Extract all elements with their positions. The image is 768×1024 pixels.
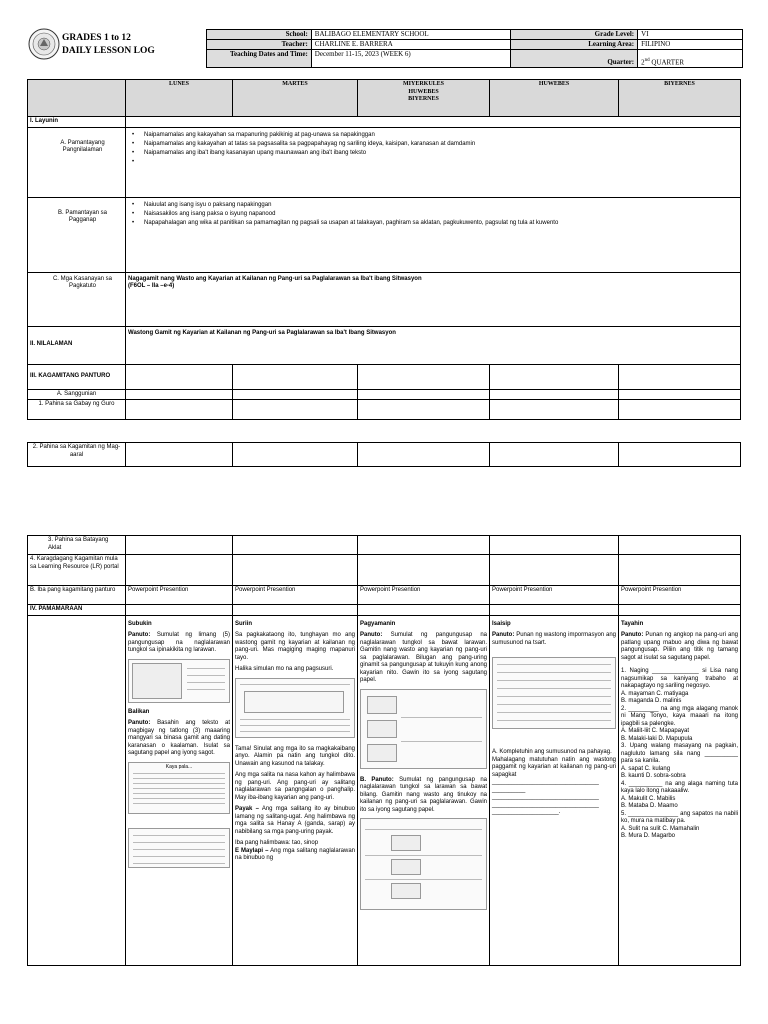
iba-pang-lunes: Powerpoint Presention (126, 586, 233, 605)
row-layunin: I. Layunin (28, 117, 126, 128)
row-kagamitang-panturo: III. KAGAMITANG PANTURO (28, 364, 126, 389)
area-label: Learning Area: (511, 40, 638, 50)
pangnilalaman-list (128, 131, 738, 158)
pagyamanin-heading: Pagyamanin (360, 620, 396, 627)
row-kagamitan-mag-aaral: 2. Pahina sa Kagamitan ng Mag-aaral (28, 443, 126, 467)
header-info-table (206, 29, 743, 68)
tayahin-item: 2. _________ na ang mga alagang manok ni Mang Tonyo, kaya maaari na itong ipagbili sa palengke. (621, 705, 738, 727)
day-header-huwebes: HUWEBES (490, 80, 619, 117)
tayahin-item: A. Maliit-liit C. Mapapayat (621, 728, 690, 734)
tayahin-item: B. Malaki-laki D. Mapupula (621, 735, 693, 742)
balikan-text-thumbnail: Kaya pala... (128, 762, 230, 814)
title-grades: GRADES 1 to 12 (62, 33, 131, 43)
dates-value: December 11-15, 2023 (WEEK 6) (311, 50, 511, 68)
tayahin-item: A. Makulit C. Mabilis (621, 795, 676, 802)
quarter-value: 2nd QUARTER (638, 50, 743, 68)
tayahin-item: B. Mura D. Magarbo (621, 833, 676, 839)
corner-cell (28, 80, 126, 117)
school-value: BALIBAGO ELEMENTARY SCHOOL (311, 30, 511, 40)
pagganap-list (128, 201, 738, 228)
row-iba-pang-kagamitan: B. Iba pang kagamitang panturo (28, 586, 126, 605)
tayahin-item: B. maganda D. malinis (621, 698, 682, 704)
teacher-label: Teacher: (207, 40, 312, 50)
isaisip-heading: Isaisip (492, 620, 511, 627)
procedure-biyernes: Tayahin Panuto: Punan ng angkop na pang-uri ang patlang upang mabuo ang diwa ng bawat pangungusap. Piliin ang titik ng tamang sagot at isulat sa sagutang papel. 1. Naging ______________ si Lisa nang nagsumikap sa kaniyang trabaho at nakapagtayo ng sariling negosyo. A. mayaman C. matiyaga B. maganda D. malinis 2. _________ na ang mga alagang manok ni Mang Tonyo, kaya maaari na itong ipagbili sa palengke. A. Maliit-liit C. Mapapayat B. Malaki-laki D. Mapupula 3. Upang walang masayang na pagkain, nagluluto lamang sila nang __________ para sa kanila. A. sapat C. kulang B. kaunti D. sobra-sobra 4. __________ na ang alaga naming tuta kaya lalo itong nakaaaliw. A. Makulit C. Mabilis B. Mataba D. Maamo 5. _______________ ang sapatos na nabili ko, mura na matibay pa. A. Sulit na sulit C. Mamahalin B. Mura D. Magarbo (619, 615, 741, 965)
row-pamantayang-pangnilalaman: A. Pamantayang Pangnilalaman (28, 127, 126, 197)
bullet-item: • Naipamamalas ang kakayahan sa mapanuring pakikinig at pag-unawa sa napakinggan (128, 131, 738, 140)
balikan-table-thumbnail (128, 828, 230, 868)
subukin-picture (128, 659, 230, 703)
bullet-item: • Naipamamalas ang kakayahan at tatas sa pagsasalita sa pagpapahayag ng sariling ideya, kaisipan, karanasan at damdamin (128, 140, 738, 149)
row-pamantayan-sa-pagganap: B. Pamantayan sa Pagganap (28, 197, 126, 272)
lesson-table-kagamitan (27, 442, 741, 467)
tayahin-item: B. Mataba D. Maamo (621, 803, 678, 809)
school-label: School: (207, 30, 312, 40)
quarter-label: Quarter: (511, 50, 638, 68)
tayahin-items (621, 668, 738, 841)
row-nilalaman: II. NILALAMAN (28, 326, 126, 364)
procedure-martes: Suriin Sa pagkakataong ito, tunghayan mo ang wastong gamit ng kayarian at kailanan ng pang-uri. Mas magiging maging mapanuri tayo. Halika simulan mo na ang pagsusuri. Tama! Sinulat ang mga ito sa magkakaibang anyo. Alamin pa natin ang tungkol dito. Unawain ang kasunod na talakay. Ang mga salita na nasa kahon ay halimbawa ng pang-uri. Ang pang-uri ay salitang naglalarawan sa pangngalan o panghalip. May iba-ibang kayarian ang pang-uri. Payak – Ang mga salitang ito ay binubuo lamang ng salitang-ugat. Ang halimbawa ng mga salita sa Hanay A (ganda, sarap) ay nabibilang sa mga pang-uring payak. Iba pang halimbawa: tao, sinop E Maylapi – Ang mga salitang naglalarawan na binubuo ng (233, 615, 358, 965)
grade-label: Grade Level: (511, 30, 638, 40)
nilalaman-content: Wastong Gamit ng Kayarian at Kailanan ng Pang-uri sa Paglalarawan sa Iba't Ibang Sitwasyon (126, 326, 741, 364)
pangnilalaman-content (126, 127, 741, 197)
day-header-lunes: LUNES (126, 80, 233, 117)
pagyamanin-table-a (360, 689, 487, 769)
day-header-miyerkules: MIYERKULES HUWEBES BIYERNES (358, 80, 490, 117)
lesson-table-lower (27, 535, 741, 966)
row-pamamaraan: IV. PAMAMARAAN (28, 605, 126, 616)
row-batayang-aklat: 3. Pahina sa Batayang Aklat (28, 536, 126, 555)
row-sanggunian: A. Sanggunian (28, 389, 126, 400)
tayahin-item: 3. Upang walang masayang na pagkain, nagluluto lamang sila nang __________ para sa kanila. (621, 743, 738, 764)
procedure-huwebes: Isaisip Panuto: Punan ng wastong impormasyon ang sumusunod na tsart. A. Kompletuhin ang sumusunod na pahayag. Mahalagang matutuhan natin ang wastong paggamit ng kayarian at kailanan ng pang-uri sapagkat ________________________________ __________ ________________________________ ________________________________ ____________________. (490, 615, 619, 965)
tayahin-item: 1. Naging ______________ si Lisa nang nagsumikap sa kaniyang trabaho at nakapagtayo ng sariling negosyo. (621, 668, 738, 689)
title-daily-lesson-log: DAILY LESSON LOG (62, 46, 155, 56)
tayahin-item: A. sapat C. kulang (621, 765, 671, 772)
bullet-item: • Naipamamalas ang iba't ibang kasanayan upang maunawaan ang iba't ibang teksto (128, 149, 738, 158)
bullet-item: • Naisasakilos ang isang paksa o isyung napanood (128, 210, 738, 219)
row-gabay-guro: 1. Pahina sa Gabay ng Guro (28, 400, 126, 420)
tayahin-item: B. kaunti D. sobra-sobra (621, 773, 686, 779)
suriin-chart-thumbnail (235, 678, 355, 738)
tayahin-item: 5. _______________ ang sapatos na nabili ko, mura na matibay pa. (621, 810, 738, 824)
tayahin-item: 4. __________ na ang alaga naming tuta kaya lalo itong nakaaaliw. (621, 780, 738, 794)
balikan-heading: Balikan (128, 708, 150, 715)
tayahin-item: A. mayaman C. matiyaga (621, 690, 689, 697)
row-karagdagang-kagamitan: 4. Karagdagang Kagamitan mula sa Learning Resource (LR) portal (28, 555, 126, 586)
deped-seal-icon (28, 28, 60, 60)
day-header-biyernes: BIYERNES (619, 80, 741, 117)
iba-pang-martes: Powerpoint Presention (233, 586, 358, 605)
iba-pang-biyernes: Powerpoint Presention (619, 586, 741, 605)
iba-pang-huwebes: Powerpoint Presention (490, 586, 619, 605)
kasanayan-content: Nagagamit nang Wasto ang Kayarian at Kailanan ng Pang-uri sa Paglalarawan sa Iba't ibang Sitwasyon (F6OL – IIa –e-4) (126, 272, 741, 326)
suriin-heading: Suriin (235, 620, 253, 627)
tayahin-item: A. Sulit na sulit C. Mamahalin (621, 825, 700, 832)
row-kasanayan: C. Mga Kasanayan sa Pagkatuto (28, 272, 126, 326)
procedure-lunes: Subukin Panuto: Sumulat ng limang (5) pangungusap na naglalarawan tungkol sa ipinakikita ng larawan. Balikan Panuto: Basahin ang teksto at magbigay ng tatlong (3) maaaring mangyari sa binasa gamit ang dating karanasan o kaalaman. Isulat sa sagutang papel ang iyong sagot. Kaya pala... (126, 615, 233, 965)
bullet-item: • Napapahalagan ang wika at panitikan sa pamamagitan ng pagsali sa usapan at talakayan, paghiram sa aklatan, pagkukuwento, pagsulat ng tula at kuwento (128, 219, 738, 228)
subukin-heading: Subukin (128, 620, 152, 627)
dates-label: Teaching Dates and Time: (207, 50, 312, 68)
pagganap-content (126, 197, 741, 272)
teacher-value: CHARLINE E. BARRERA (311, 40, 511, 50)
iba-pang-miyerkules: Powerpoint Presention (358, 586, 490, 605)
day-header-martes: MARTES (233, 80, 358, 117)
procedure-label-cell (28, 615, 126, 965)
lesson-table-upper (27, 79, 741, 420)
isaisip-chart-thumbnail (492, 657, 616, 729)
tayahin-heading: Tayahin (621, 620, 644, 627)
area-value: FILIPINO (638, 40, 743, 50)
grade-value: VI (638, 30, 743, 40)
pagyamanin-table-b (360, 818, 487, 910)
bullet-item: • Naiuulat ang isang isyu o paksang napakinggan (128, 201, 738, 210)
procedure-miyerkules: Pagyamanin Panuto: Sumulat ng pangungusap na naglalarawan tungkol sa bawat larawan. Gamitin nang wasto ang kayarian ng pang-uri sa paglalarawan. Bilugan ang pang-uring ginamit sa pangungusap at tukuyin kung anong kayarian nito. Gawin ito sa iyong sagutang papel. B. Panuto: Sumulat ng pangungusap na naglalarawan tungkol sa larawan sa bawat bilang. Gamitin nang wasto ang tinukoy na kailanan ng pang-uri sa paglalarawan. Gawin ito sa iyong sagutang papel. (358, 615, 490, 965)
